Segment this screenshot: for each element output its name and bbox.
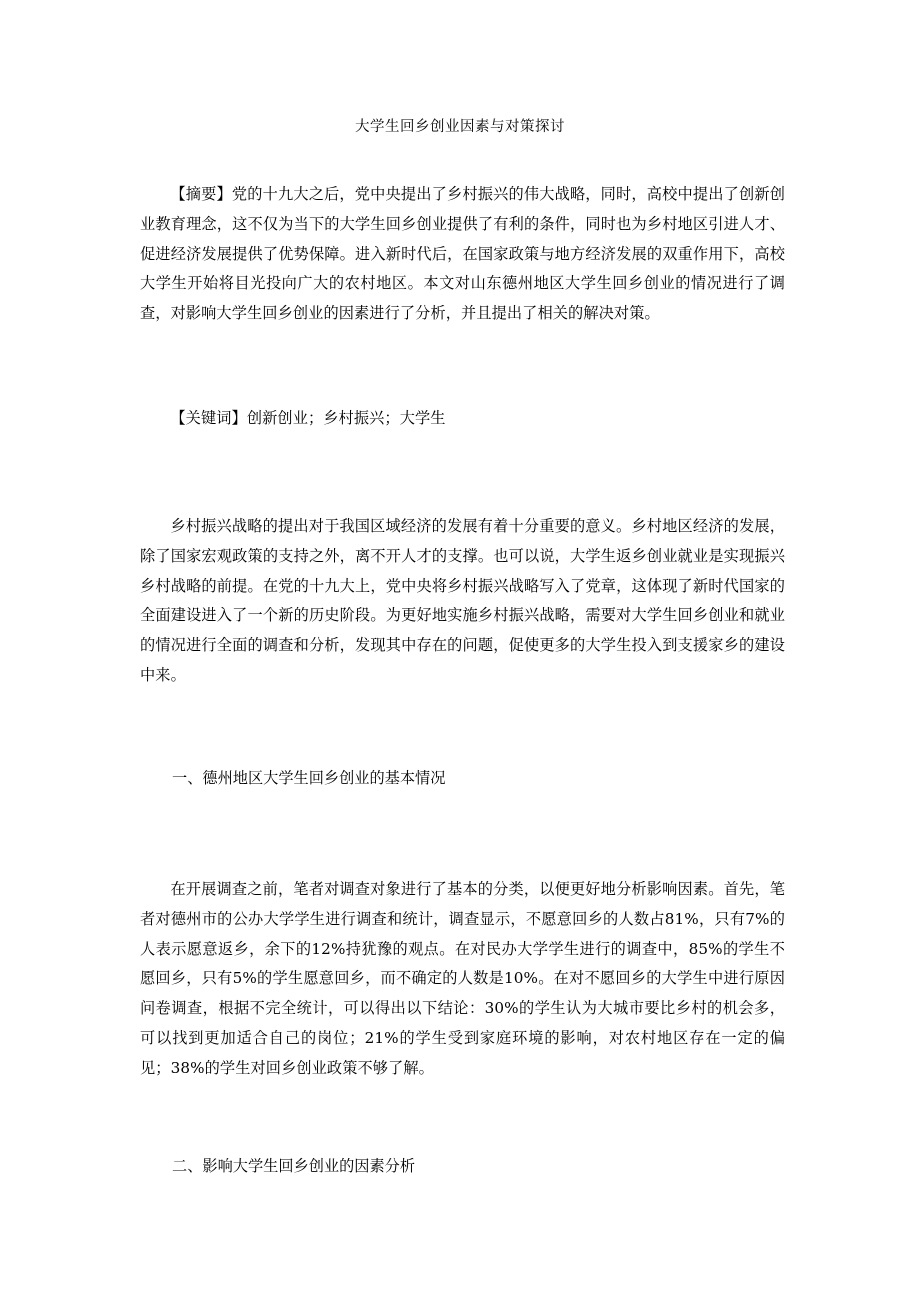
- section-2-heading: 二、影响大学生回乡创业的因素分析: [172, 1157, 415, 1175]
- abstract-paragraph: 【摘要】党的十九大之后，党中央提出了乡村振兴的伟大战略，同时，高校中提出了创新创业教育理念，这不仅为当下的大学生回乡创业提供了有利的条件，同时也为乡村地区引进人才、促进经济发展提供了优势保障。进入新时代后，在国家政策与地方经济发展的双重作用下，高校大学生开始将目光投向广大的农村地区。本文对山东德州地区大学生回乡创业的情况进行了调查，对影响大学生回乡创业的因素进行了分析，并且提出了相关的解决对策。: [140, 185, 785, 323]
- section-1-paragraph: 在开展调查之前，笔者对调查对象进行了基本的分类，以便更好地分析影响因素。首先，笔者对德州市的公办大学学生进行调查和统计，调查显示，不愿意回乡的人数占81%，只有7%的人表示愿意返乡，余下的12%持犹豫的观点。在对民办大学学生进行的调查中，85%的学生不愿回乡，只有5%的学生愿意回乡，而不确定的人数是10%。在对不愿回乡的大学生中进行原因问卷调查，根据不完全统计，可以得出以下结论：30%的学生认为大城市要比乡村的机会多，可以找到更加适合自己的岗位；21%的学生受到家庭环境的影响，对农村地区存在一定的偏见；38%的学生对回乡创业政策不够了解。: [140, 880, 785, 1077]
- section-1-heading: 一、德州地区大学生回乡创业的基本情况: [172, 769, 446, 787]
- document-title: 大学生回乡创业因素与对策探讨: [355, 119, 565, 135]
- intro-paragraph: 乡村振兴战略的提出对于我国区域经济的发展有着十分重要的意义。乡村地区经济的发展，除了国家宏观政策的支持之外，离不开人才的支撑。也可以说，大学生返乡创业就业是实现振兴乡村战略的前提。在党的十九大上，党中央将乡村振兴战略写入了党章，这体现了新时代国家的全面建设进入了一个新的历史阶段。为更好地实施乡村振兴战略，需要对大学生回乡创业和就业的情况进行全面的调查和分析，发现其中存在的问题，促使更多的大学生投入到支援家乡的建设中来。: [140, 517, 785, 684]
- keywords-paragraph: 【关键词】创新创业；乡村振兴；大学生: [170, 409, 446, 427]
